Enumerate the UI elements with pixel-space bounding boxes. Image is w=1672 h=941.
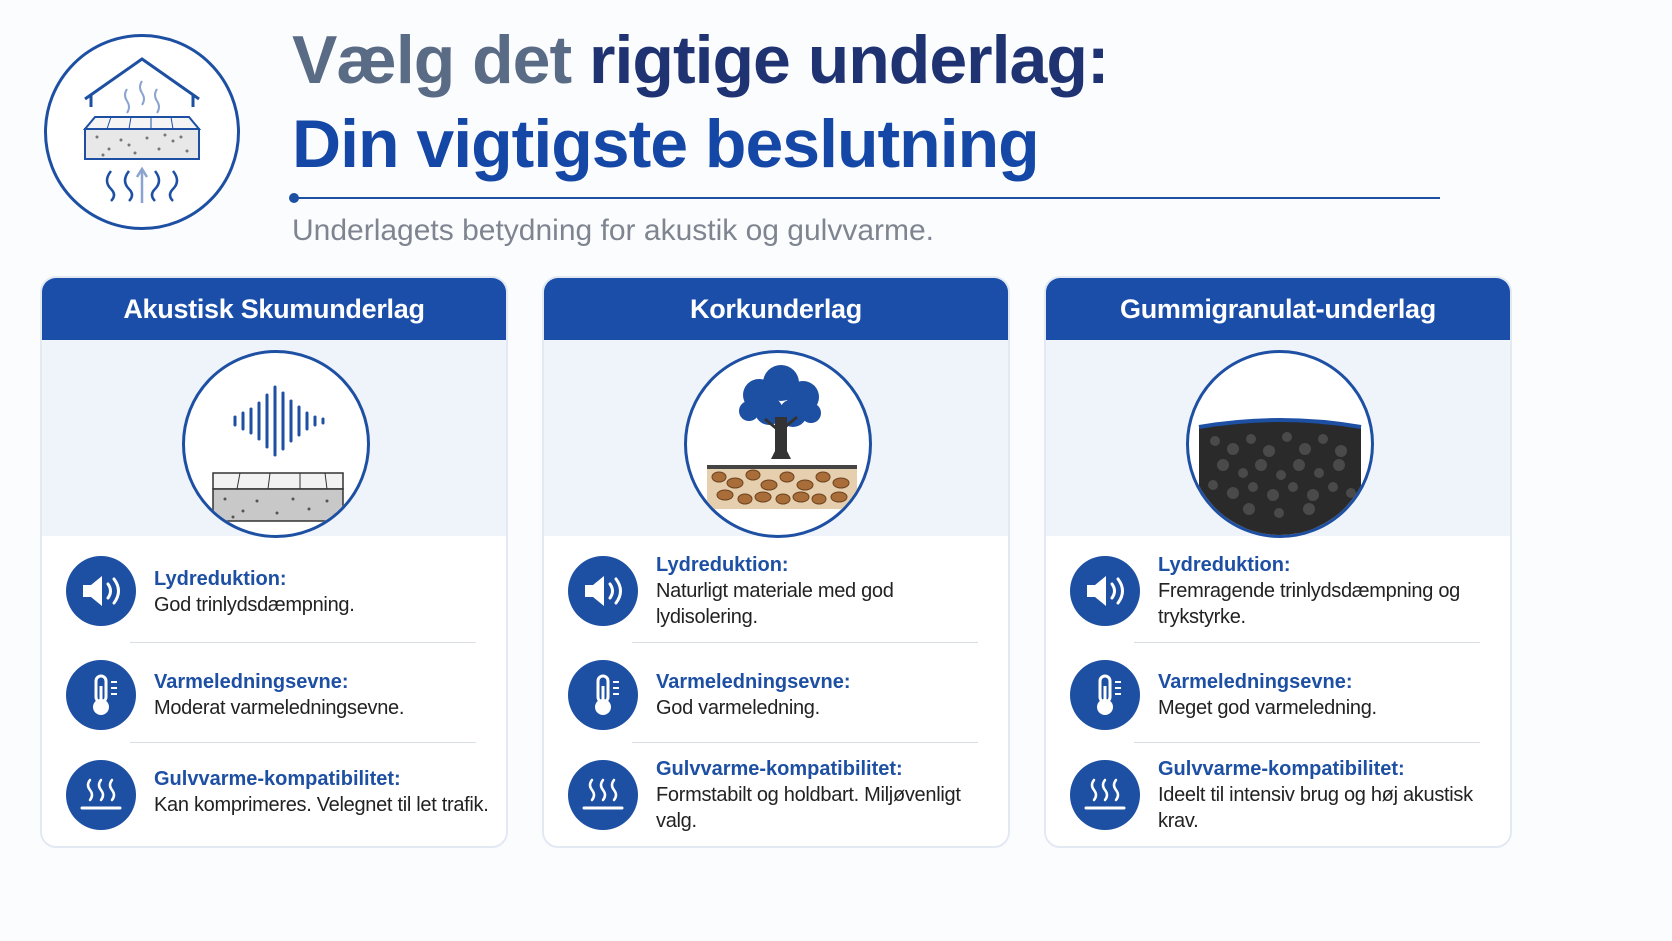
rubber-granulate-icon (1186, 350, 1374, 538)
feature-description: God varmeledning. (656, 697, 820, 719)
heat-waves-icon (1070, 760, 1140, 830)
feature-label: Gulvvarme-kompatibilitet: (656, 758, 903, 780)
thermometer-icon (66, 660, 136, 730)
card-cork-underlay (542, 276, 1010, 848)
thermometer-icon (568, 660, 638, 730)
feature-description: Kan komprimeres. Velegnet til let trafik. (154, 794, 489, 816)
speaker-icon (568, 556, 638, 626)
feature-label: Lydreduktion: (154, 568, 287, 590)
feature-divider (1134, 642, 1480, 643)
card-image-band (544, 340, 1008, 536)
sound-wave-over-floor-icon (182, 350, 370, 538)
feature-label: Varmeledningsevne: (1158, 671, 1353, 693)
feature-divider (1134, 742, 1480, 743)
feature-label: Gulvvarme-kompatibilitet: (1158, 758, 1405, 780)
heat-waves-icon (568, 760, 638, 830)
card-title: Korkunderlag (544, 278, 1008, 340)
feature-description: Formstabilt og holdbart. Miljøvenligt valg. (656, 784, 961, 832)
card-foam-underlay (40, 276, 508, 848)
feature-label: Lydreduktion: (1158, 554, 1291, 576)
feature-divider (632, 742, 978, 743)
cork-tree-icon (684, 350, 872, 538)
title-line-2: Din vigtigste beslutning (292, 106, 1039, 182)
feature-divider (130, 642, 476, 643)
speaker-icon (1070, 556, 1140, 626)
feature-label: Varmeledningsevne: (656, 671, 851, 693)
feature-description: Moderat varmeledningsevne. (154, 697, 405, 719)
card-image-band (1046, 340, 1510, 536)
title-divider (292, 197, 1440, 199)
page-title (292, 18, 1109, 186)
card-rubber-underlay (1044, 276, 1512, 848)
heat-waves-icon (66, 760, 136, 830)
feature-description: Meget god varmeledning. (1158, 697, 1377, 719)
speaker-icon (66, 556, 136, 626)
feature-label: Gulvvarme-kompatibilitet: (154, 768, 401, 790)
card-title: Gummigranulat-underlag (1046, 278, 1510, 340)
feature-divider (632, 642, 978, 643)
card-title: Akustisk Skumunderlag (42, 278, 506, 340)
feature-description: God trinlydsdæmpning. (154, 594, 355, 616)
feature-divider (130, 742, 476, 743)
feature-label: Lydreduktion: (656, 554, 789, 576)
thermometer-icon (1070, 660, 1140, 730)
feature-description: Naturligt materiale med god lydisolering. (656, 580, 894, 628)
page-subtitle: Underlagets betydning for akustik og gulvvarme. (292, 214, 935, 247)
feature-label: Varmeledningsevne: (154, 671, 349, 693)
title-part-2: rigtige underlag: (589, 22, 1109, 98)
feature-description: Ideelt til intensiv brug og høj akustisk krav. (1158, 784, 1473, 832)
feature-description: Fremragende trinlydsdæmpning og trykstyrke. (1158, 580, 1460, 628)
card-image-band (42, 340, 506, 536)
house-floor-heating-logo-icon (44, 34, 240, 230)
title-part-1: Vælg det (292, 22, 572, 98)
